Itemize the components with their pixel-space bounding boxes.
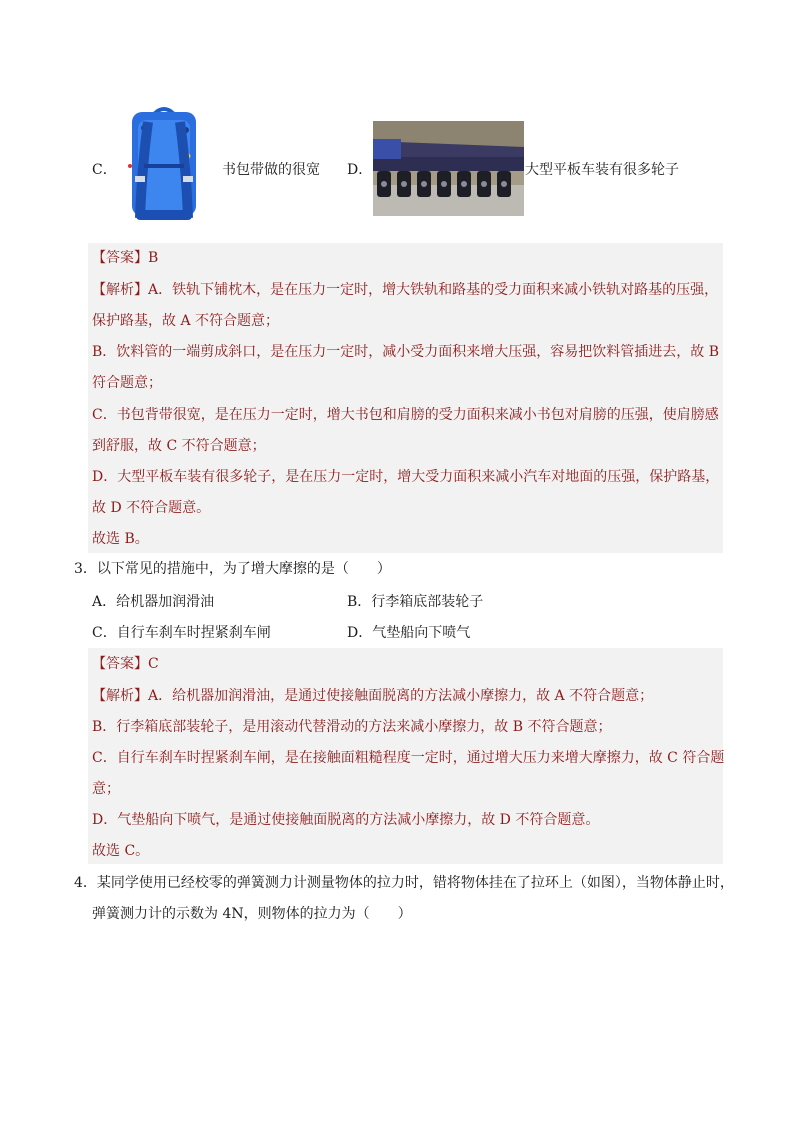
- answer-value: B: [148, 250, 159, 266]
- q3-stem: 3．以下常见的措施中，为了增大摩擦的是（ ）: [74, 561, 391, 577]
- q3-analysis-line-6: 故选 C。: [92, 843, 150, 859]
- q2-analysis-line-7: D．大型平板车装有很多轮子，是在压力一定时，增大受力面积来减小汽车对地面的压强，保护路基，: [92, 469, 720, 485]
- q2-analysis-line-9: 故选 B。: [92, 531, 149, 547]
- q3-analysis-line-5: D．气垫船向下喷气，是通过使接触面脱离的方法减小摩擦力，故 D 不符合题意。: [92, 812, 600, 828]
- q2-analysis-line-8: 故 D 不符合题意。: [92, 500, 211, 516]
- q2-analysis-line-6: 到舒服，故 C 不符合题意；: [92, 438, 266, 454]
- q4-line-1: 4．某同学使用已经校零的弹簧测力计测量物体的拉力时，错将物体挂在了拉环上（如图），当物体静止时，: [74, 875, 734, 891]
- q3-analysis-line-4: 意；: [92, 781, 120, 797]
- q3-analysis-line-1: [92, 686, 653, 706]
- option-c-text: 书包带做的很宽: [222, 162, 320, 178]
- analysis-text: A．铁轨下铺枕木，是在压力一定时，增大铁轨和路基的受力面积来减小铁轨对路基的压强，: [148, 282, 719, 298]
- analysis-tag: 【解析】: [92, 282, 148, 298]
- option-d-label: D．: [347, 162, 373, 178]
- q3-option-a: A．给机器加润滑油: [92, 594, 215, 610]
- q3-option-b: B．行李箱底部装轮子: [347, 594, 484, 610]
- answer-tag: 【答案】: [92, 656, 148, 672]
- option-d-text: 大型平板车装有很多轮子: [525, 162, 679, 178]
- q4-line-2: 弹簧测力计的示数为 4N，则物体的拉力为（ ）: [92, 906, 412, 922]
- q2-analysis-line-5: C．书包背带很宽，是在压力一定时，增大书包和肩膀的受力面积来减小书包对肩膀的压强，使肩膀感: [92, 407, 719, 423]
- q3-answer-line: [92, 654, 159, 674]
- analysis-tag: 【解析】: [92, 688, 148, 704]
- backpack-image: [118, 106, 210, 232]
- q3-option-c: C．自行车刹车时捏紧刹车闸: [92, 625, 271, 641]
- q2-analysis-line-1: [92, 280, 718, 300]
- q2-analysis-line-4: 符合题意；: [92, 375, 162, 391]
- q3-analysis-line-2: B．行李箱底部装轮子，是用滚动代替滑动的方法来减小摩擦力，故 B 不符合题意；: [92, 719, 612, 735]
- analysis-text: A．给机器加润滑油，是通过使接触面脱离的方法减小摩擦力，故 A 不符合题意；: [148, 688, 654, 704]
- answer-tag: 【答案】: [92, 250, 148, 266]
- option-c-label: C．: [92, 162, 117, 178]
- q2-analysis-line-3: B．饮料管的一端剪成斜口，是在压力一定时，减小受力面积来增大压强，容易把饮料管插进去，故 B: [92, 344, 720, 360]
- answer-value: C: [148, 656, 159, 672]
- q3-option-d: D．气垫船向下喷气: [347, 625, 471, 641]
- trailer-image: [373, 121, 524, 216]
- q2-analysis-line-2: 保护路基，故 A 不符合题意；: [92, 313, 280, 329]
- q3-analysis-line-3: C．自行车刹车时捏紧刹车闸，是在接触面粗糙程度一定时，通过增大压力来增大摩擦力，故 C 符合题: [92, 750, 725, 766]
- q2-answer-line: [92, 248, 158, 268]
